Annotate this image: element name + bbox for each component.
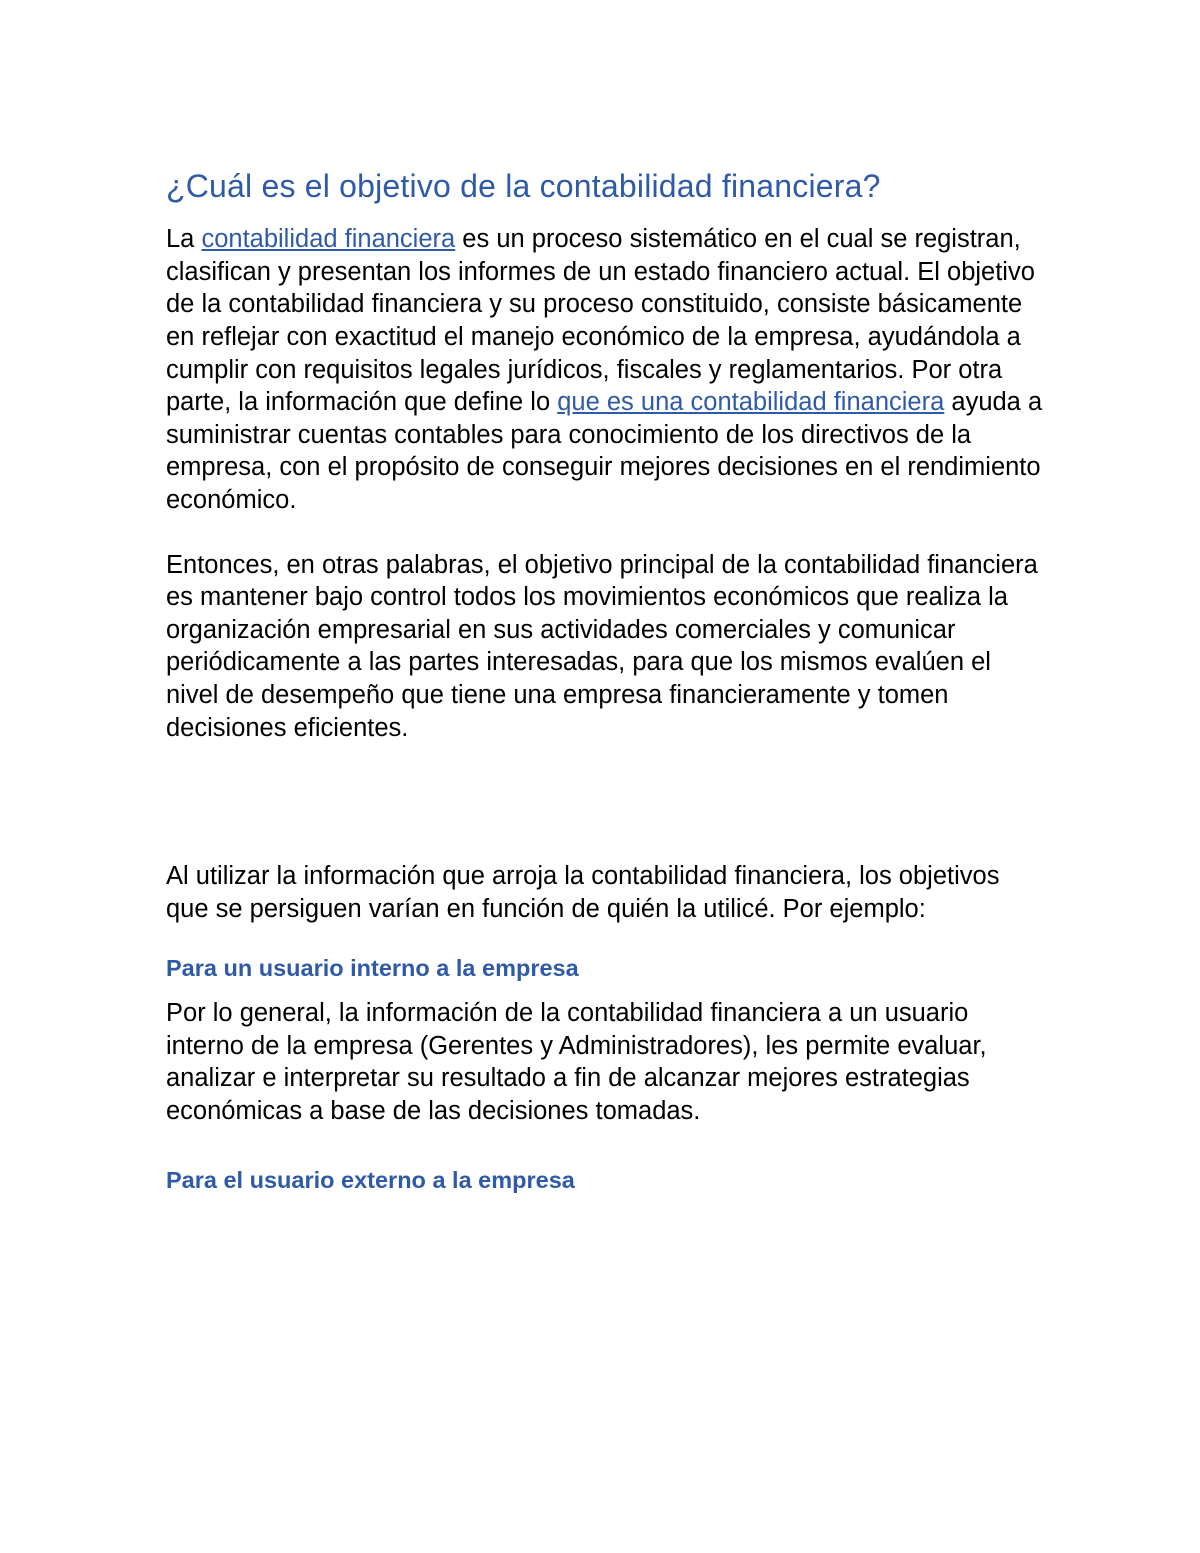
paragraph-intro <box>166 223 1046 516</box>
page-title: ¿Cuál es el objetivo de la contabilidad financiera? <box>166 168 881 204</box>
paragraph-intro-lead: La <box>166 225 202 254</box>
subheading-internal-user: Para un usuario interno a la empresa <box>166 955 579 982</box>
document-page <box>166 165 1046 1197</box>
link-que-es-contabilidad-financiera[interactable]: que es una contabilidad financiera <box>557 388 945 417</box>
subheading-external-user: Para el usuario externo a la empresa <box>166 1167 575 1194</box>
paragraph-intro-tail: ayuda a suministrar cuentas contables para conocimiento de los directivos de la empresa, con el propósito de conseguir mejores decisiones en el rendimiento económico. <box>166 388 1043 514</box>
paragraph-objective: Entonces, en otras palabras, el objetivo principal de la contabilidad financiera es mantener bajo control todos los movimientos económicos que realiza la organización empresarial en sus actividades comerciales y comunicar periódicamente a las partes interesadas, para que los mismos evalúen el nivel de desempeño que tiene una empresa financieramente y tomen decisiones eficientes. <box>166 550 1038 742</box>
paragraph-intro-middle: es un proceso sistemático en el cual se registran, clasifican y presentan los informes de un estado financiero actual. El objetivo de la contabilidad financiera y su proceso constituido, consiste básicamente en reflejar con exactitud el manejo económico de la empresa, ayudándola a cumplir con requisitos legales jurídicos, fiscales y reglamentarios. Por otra parte, la información que define lo <box>166 225 1035 417</box>
paragraph-internal-user: Por lo general, la información de la contabilidad financiera a un usuario interno de la empresa (Gerentes y Administradores), les permite evaluar, analizar e interpretar su resultado a fin de alcanzar mejores estrategias económicas a base de las decisiones tomadas. <box>166 999 987 1125</box>
paragraph-usage: Al utilizar la información que arroja la contabilidad financiera, los objetivos que se persiguen varían en función de quién la utilicé. Por ejemplo: <box>166 862 1000 923</box>
link-contabilidad-financiera[interactable]: contabilidad financiera <box>201 225 456 254</box>
